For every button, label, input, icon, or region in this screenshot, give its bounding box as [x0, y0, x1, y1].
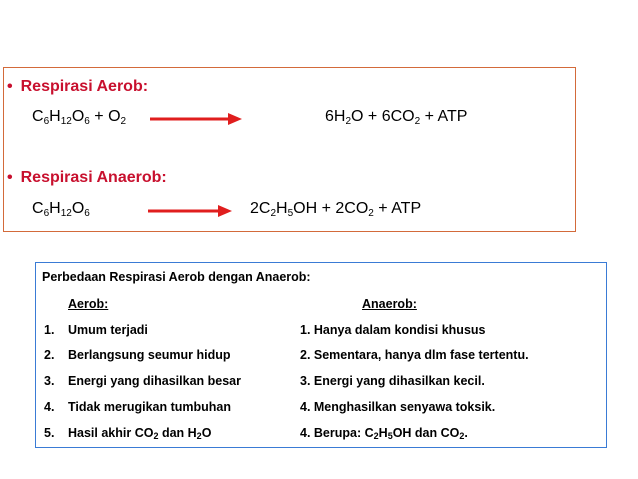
aerob-list-item: Tidak merugikan tumbuhan: [68, 400, 231, 414]
aerob-heading: [7, 78, 148, 96]
anaerob-column-header: Anaerob:: [362, 297, 417, 311]
aerob-equation-products: $6H_2O + 6CO_2$ + ATP: [325, 108, 468, 127]
aerob-item-number: 4.: [44, 400, 55, 414]
anaerob-heading: [7, 169, 167, 187]
bullet-icon: •: [7, 169, 13, 186]
aerob-item-number: 3.: [44, 374, 55, 388]
aerob-label: Respirasi Aerob:: [20, 78, 149, 95]
anaerob-label: Respirasi Anaerob:: [20, 169, 167, 186]
aerob-column-header: Aerob:: [68, 297, 109, 311]
aerob-list-item: Hasil akhir $CO_2$ dan $H_2O$: [68, 426, 212, 441]
anaerob-reaction-arrow-icon: [148, 204, 232, 218]
anaerob-list-item: 1. Hanya dalam kondisi khusus: [300, 323, 486, 337]
aerob-reaction-arrow-icon: [150, 112, 242, 126]
aerob-item-number: 1.: [44, 323, 55, 337]
anaerob-equation-reactants: $C_6H_{12}O_6$: [32, 200, 90, 219]
anaerob-equation-products: $2C_2H_5OH + 2CO_2$ + ATP: [250, 200, 422, 219]
anaerob-list-item: 4. Menghasilkan senyawa toksik.: [300, 400, 496, 414]
comparison-title: Perbedaan Respirasi Aerob dengan Anaerob:: [42, 270, 311, 284]
aerob-equation-reactants: $C_6H_{12}O_6 + O_2$: [32, 108, 127, 127]
aerob-list-item: Umum terjadi: [68, 323, 148, 337]
anaerob-list-item: 2. Sementara, hanya dlm fase tertentu.: [300, 348, 529, 362]
aerob-item-number: 5.: [44, 426, 55, 440]
bullet-icon: •: [7, 78, 13, 95]
aerob-list-item: Berlangsung seumur hidup: [68, 348, 231, 362]
aerob-item-number: 2.: [44, 348, 55, 362]
anaerob-list-item: 3. Energi yang dihasilkan kecil.: [300, 374, 485, 388]
aerob-list-item: Energi yang dihasilkan besar: [68, 374, 241, 388]
anaerob-list-item: 4. Berupa: $C_2H_5OH$ dan $CO_2$.: [300, 426, 468, 441]
